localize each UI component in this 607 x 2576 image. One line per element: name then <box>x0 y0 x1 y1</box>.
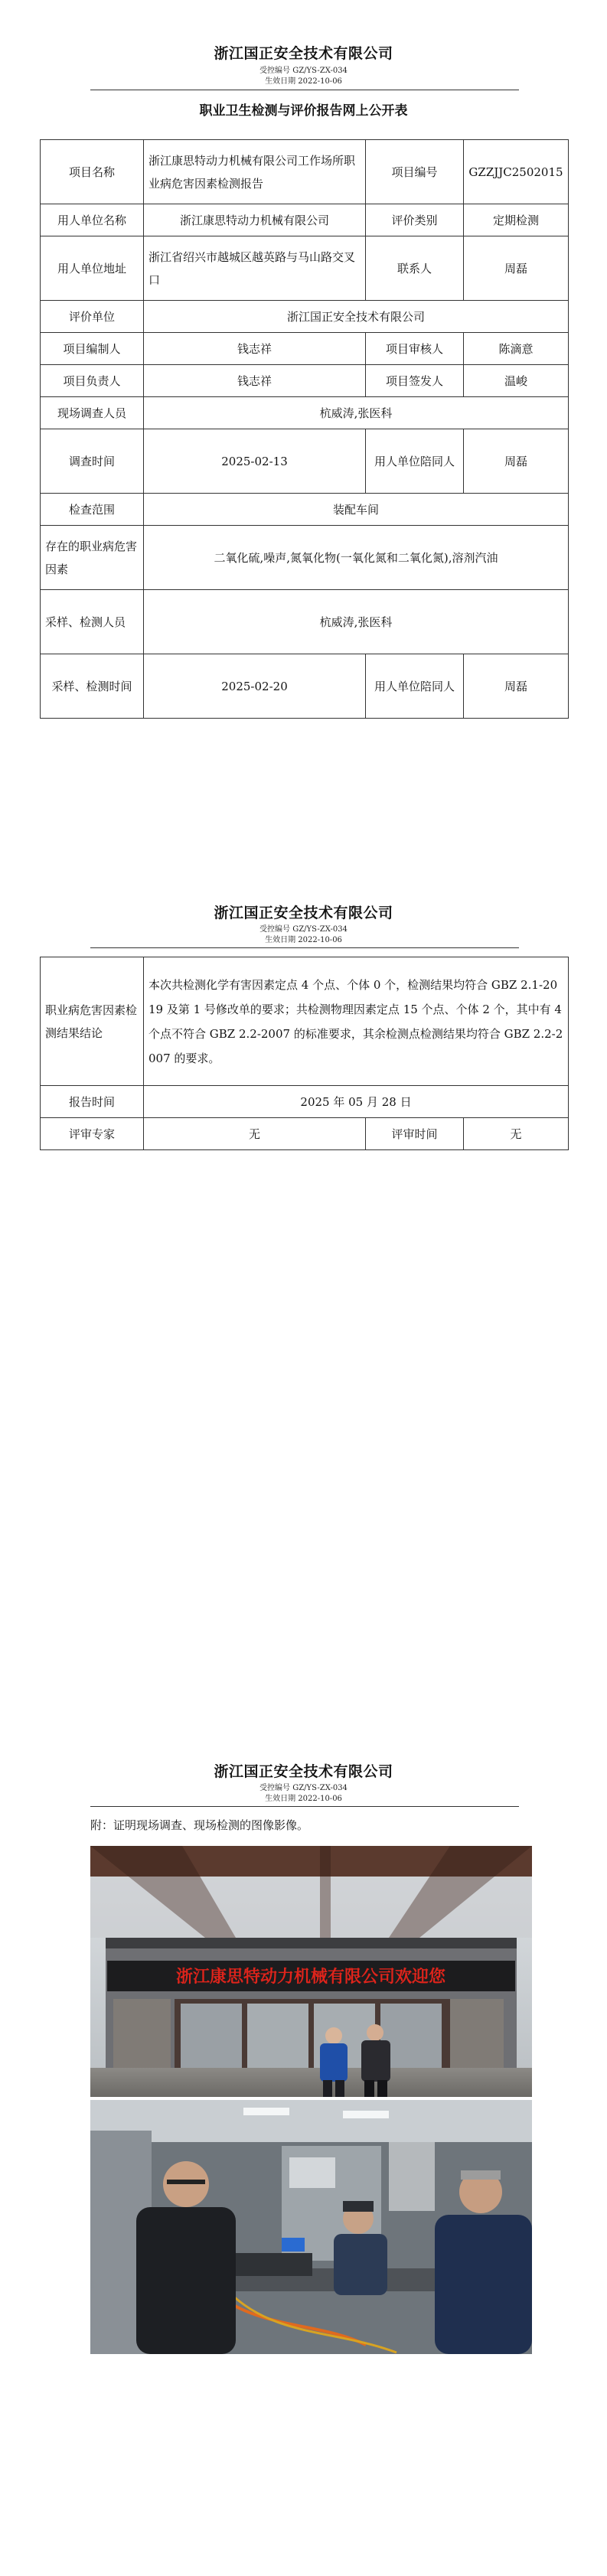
employer-name-value: 浙江康思特动力机械有限公司 <box>144 204 366 236</box>
eval-unit-label: 评价单位 <box>41 301 144 333</box>
effective-date-3: 生效日期 2022-10-06 <box>265 1795 342 1803</box>
company-header-3: 浙江国正安全技术有限公司 <box>214 1763 393 1780</box>
scope-label: 检查范围 <box>41 494 144 526</box>
eval-type-label: 评价类别 <box>366 204 464 236</box>
hazards-label: 存在的职业病危害因素 <box>41 526 144 590</box>
compiler-label: 项目编制人 <box>41 333 144 365</box>
issuer-value: 温峻 <box>464 365 569 397</box>
conclusion-value: 本次共检测化学有害因素定点 4 个点、个体 0 个，检测结果均符合 GBZ 2.1-2019 及第 1 号修改单的要求；共检测物理因素定点 15 个点、个体 2 个，其中有 4 个点不符合 GBZ 2.2-2007 的标准要求，其余检测点检测结果均符合 GBZ 2.2-2007 的要求。 <box>144 957 569 1086</box>
hazards-value: 二氧化硫,噪声,氮氧化物(一氧化氮和二氧化氮),溶剂汽油 <box>144 526 569 590</box>
review-time-label: 评审时间 <box>366 1118 464 1150</box>
sample-time-label: 采样、检测时间 <box>41 654 144 719</box>
company-header-2: 浙江国正安全技术有限公司 <box>214 905 393 921</box>
site-detection-photo <box>90 2100 532 2354</box>
issuer-label: 项目签发人 <box>366 365 464 397</box>
page-2 <box>0 859 607 1624</box>
employer-address-value: 浙江省绍兴市越城区越英路与马山路交叉口 <box>144 236 366 301</box>
escort-value: 周磊 <box>464 429 569 494</box>
eval-unit-value: 浙江国正安全技术有限公司 <box>144 301 569 333</box>
banner-text: 浙江康思特动力机械有限公司欢迎您 <box>175 1968 446 1987</box>
escort-label: 用人单位陪同人 <box>366 429 464 494</box>
investigators-label: 现场调查人员 <box>41 397 144 429</box>
employer-address-label: 用人单位地址 <box>41 236 144 301</box>
escort2-value: 周磊 <box>464 654 569 719</box>
header-divider-2 <box>90 947 519 948</box>
attachment-caption: 附：证明现场调查、现场检测的图像影像。 <box>90 1818 309 1832</box>
manager-label: 项目负责人 <box>41 365 144 397</box>
compiler-value: 钱志祥 <box>144 333 366 365</box>
eval-type-value: 定期检测 <box>464 204 569 236</box>
effective-date: 生效日期 2022-10-06 <box>265 77 342 86</box>
page-3 <box>0 1717 607 2559</box>
escort2-label: 用人单位陪同人 <box>366 654 464 719</box>
report-time-value: 2025 年 05 月 28 日 <box>144 1086 569 1118</box>
survey-time-label: 调查时间 <box>41 429 144 494</box>
reviewer-value: 陈滴意 <box>464 333 569 365</box>
reviewer-label: 项目审核人 <box>366 333 464 365</box>
control-number-3: 受控编号 GZ/YS-ZX-034 <box>259 1784 348 1792</box>
sample-time-value: 2025-02-20 <box>144 654 366 719</box>
site-entrance-photo <box>90 1846 532 2097</box>
header-divider-3 <box>90 1806 519 1807</box>
samplers-label: 采样、检测人员 <box>41 590 144 654</box>
employer-name-label: 用人单位名称 <box>41 204 144 236</box>
control-number: 受控编号 GZ/YS-ZX-034 <box>259 67 348 75</box>
manager-value: 钱志祥 <box>144 365 366 397</box>
control-number-2: 受控编号 GZ/YS-ZX-034 <box>259 925 348 934</box>
survey-time-value: 2025-02-13 <box>144 429 366 494</box>
conclusion-label: 职业病危害因素检测结果结论 <box>41 957 144 1086</box>
scope-value: 装配车间 <box>144 494 569 526</box>
effective-date-2: 生效日期 2022-10-06 <box>265 936 342 944</box>
report-title: 职业卫生检测与评价报告网上公开表 <box>199 103 408 119</box>
expert-value: 无 <box>144 1118 366 1150</box>
company-header: 浙江国正安全技术有限公司 <box>214 45 393 62</box>
contact-value: 周磊 <box>464 236 569 301</box>
project-no-label: 项目编号 <box>366 140 464 204</box>
samplers-value: 杭威涛,张医科 <box>144 590 569 654</box>
investigators-value: 杭威涛,张医科 <box>144 397 569 429</box>
expert-label: 评审专家 <box>41 1118 144 1150</box>
page-1 <box>0 0 607 765</box>
report-info-table <box>40 139 569 719</box>
report-time-label: 报告时间 <box>41 1086 144 1118</box>
project-name-label: 项目名称 <box>41 140 144 204</box>
review-time-value: 无 <box>464 1118 569 1150</box>
project-name-value: 浙江康思特动力机械有限公司工作场所职业病危害因素检测报告 <box>144 140 366 204</box>
project-no-value: GZZJJC2502015 <box>464 140 569 204</box>
conclusion-table <box>40 957 569 1150</box>
contact-label: 联系人 <box>366 236 464 301</box>
